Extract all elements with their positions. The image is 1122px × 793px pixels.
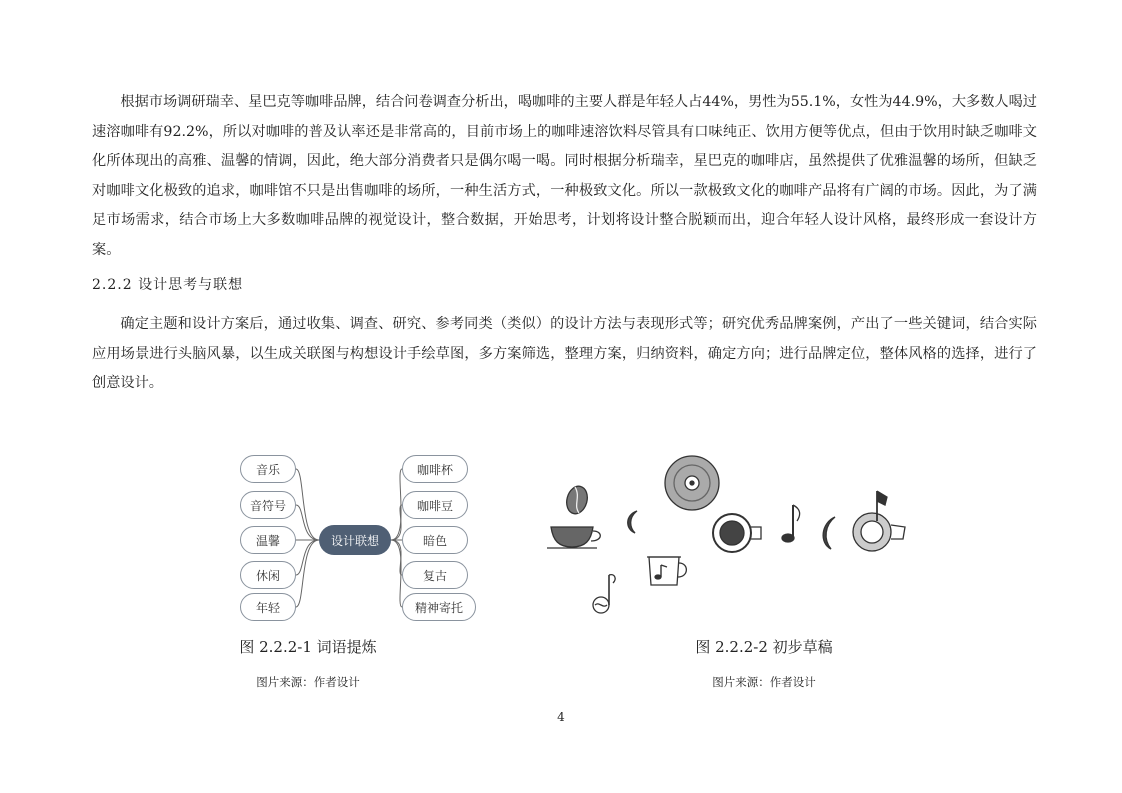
- coffee-bean-sketch-icon: [564, 484, 591, 516]
- figure-1-source: 图片来源：作者设计: [256, 675, 360, 689]
- sketch-drafts-figure: [545, 455, 915, 625]
- mind-map-center-node: 设计联想: [319, 525, 391, 555]
- mind-map-figure: [240, 455, 480, 627]
- page-number: 4: [557, 710, 565, 724]
- mug-sketch-icon: [647, 557, 686, 585]
- mind-map-node: 咖啡杯: [402, 455, 468, 483]
- cup-top-view-sketch-icon: [713, 514, 761, 552]
- moon-sketch-icon: [628, 511, 637, 533]
- mind-map-node: 复古: [402, 561, 468, 589]
- mind-map-node: 温馨: [240, 526, 296, 554]
- mind-map-node: 暗色: [402, 526, 468, 554]
- vinyl-record-sketch-icon: [665, 456, 719, 510]
- mind-map-node: 精神寄托: [402, 593, 476, 621]
- coffee-cup-sketch-icon: [547, 527, 600, 548]
- body-paragraph-1: 根据市场调研瑞幸、星巴克等咖啡品牌，结合问卷调查分析出，喝咖啡的主要人群是年轻人占44%，男性为55.1%，女性为44.9%，大多数人喝过速溶咖啡有92.2%，所以对咖啡的普及认率还是非常高的，目前市场上的咖啡速溶饮料尽管具有口味纯正、饮用方便等优点，但由于饮用时缺乏咖啡文化所体现出的高雅、温馨的情调，因此，绝大部分消费者只是偶尔喝一喝。同时根据分析瑞幸，星巴克的咖啡店，虽然提供了优雅温馨的场所，但缺乏对咖啡文化极致的追求，咖啡馆不只是出售咖啡的场所，一种生活方式，一种极致文化。所以一款极致文化的咖啡产品将有广阔的市场。因此，为了满足市场需求，结合市场上大多数咖啡品牌的视觉设计，整合数据，开始思考，计划将设计整合脱颖而出，迎合年轻人设计风格，最终形成一套设计方案。: [92, 94, 1037, 258]
- mind-map-node: 音符号: [240, 491, 296, 519]
- figure-1-caption: 图 2.2.2-1 词语提炼: [239, 638, 377, 656]
- music-note-sketch-icon: [593, 575, 615, 613]
- figure-2-caption: 图 2.2.2-2 初步草稿: [695, 638, 833, 656]
- mind-map-node: 休闲: [240, 561, 296, 589]
- mind-map-node: 年轻: [240, 593, 296, 621]
- mind-map-node: 咖啡豆: [402, 491, 468, 519]
- section-heading: 2.2.2 设计思考与联想: [92, 277, 244, 293]
- mind-map-node: 音乐: [240, 455, 296, 483]
- figure-2-source: 图片来源：作者设计: [712, 675, 816, 689]
- body-paragraph-2: 确定主题和设计方案后，通过收集、调查、研究、参考同类（类似）的设计方法与表现形式等；研究优秀品牌案例，产出了一些关键词，结合实际应用场景进行头脑风暴，以生成关联图与构想设计手绘草图，多方案筛选，整理方案，归纳资料，确定方向；进行品牌定位，整体风格的选择，进行了创意设计。: [92, 316, 1037, 391]
- moon-sketch-icon: [823, 517, 835, 549]
- cup-with-note-sketch-icon: [853, 491, 905, 551]
- music-note-sketch-icon: [782, 505, 800, 542]
